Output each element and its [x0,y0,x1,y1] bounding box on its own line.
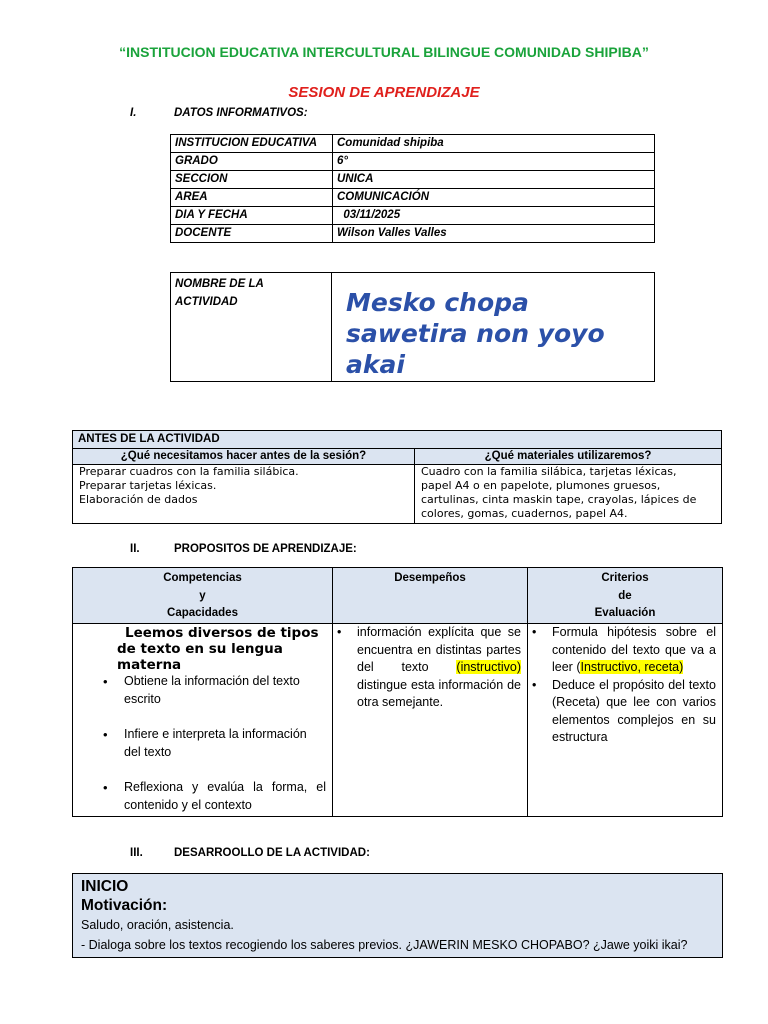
inicio-heading: INICIO [81,878,129,895]
competencies-header [73,568,333,624]
before-header: ANTES DE LA ACTIVIDAD [73,431,722,449]
info-row [171,189,655,207]
session-title: SESION DE APRENDIZAJE [288,84,480,101]
activity-name-line: akai [346,350,405,379]
info-row [171,171,655,189]
info-value: COMUNICACIÓN [333,189,655,207]
development-line: - Dialoga sobre los textos recogiendo los saberes previos. ¿JAWERIN MESKO CHOPABO? ¿Jawe yoiki ikai? [81,938,688,952]
capacity-item: • Infiere e interpreta la información del texto [73,726,326,761]
info-row [171,225,655,243]
before-activity-table [72,430,722,524]
motivation-heading: Motivación: [81,897,168,914]
criteria-list [528,624,722,747]
info-value: 6° [333,153,655,171]
competence-line: materna [117,657,182,673]
section-1-number: I. [130,107,137,119]
criteria-cell [528,624,723,817]
competence-title [73,624,332,673]
performances-header: Desempeños [333,568,528,624]
section-3-title: DESARROOLLO DE LA ACTIVIDAD: [174,847,370,859]
performances-list [333,624,527,712]
list-item: Preparar tarjetas léxicas. [79,479,217,492]
info-label: AREA [171,189,333,207]
section-2-number: II. [130,543,140,555]
materials-header: ¿Qué materiales utilizaremos? [415,449,722,465]
header-line: y [199,589,206,602]
info-value: Comunidad shipiba [333,135,655,153]
materials-list [415,465,722,524]
activity-name-line: Mesko chopa [346,288,529,317]
capacities-list [73,673,332,814]
section-2-title: PROPOSITOS DE APRENDIZAJE: [174,543,357,555]
header-line: Criterios [601,572,649,584]
activity-label [171,273,332,381]
info-label: GRADO [171,153,333,171]
highlight: Instructivo, receta) [580,660,684,674]
performances-cell [333,624,528,817]
header-line: de [618,589,632,602]
performance-text: distingue esta información de otra semejante. [357,677,521,709]
list-item: Preparar cuadros con la familia silábica. [79,465,299,478]
list-item: cartulinas, cinta maskin tape, crayolas, lápices de [421,493,697,506]
competence-line: Leemos diversos de tipos [125,625,319,641]
criteria-item: • Deduce el propósito del texto (Receta) que lee con varios elementos complejos en su estructura [528,677,722,747]
info-value: Wilson Valles Valles [333,225,655,243]
highlight: (instructivo) [456,660,521,674]
header-line: Competencias [163,572,242,584]
needs-header: ¿Qué necesitamos hacer antes de la sesión? [73,449,415,465]
school-title: “INSTITUCION EDUCATIVA INTERCULTURAL BILINGUE COMUNIDAD SHIPIBA” [119,44,649,60]
performance-text: información explícita que se encuentra en distintas partes del texto [357,625,521,674]
criteria-item [528,624,722,677]
criteria-text: Formula hipótesis sobre el contenido del texto que va a leer ( [552,625,716,674]
development-line: Saludo, oración, asistencia. [81,918,234,932]
criteria-header [528,568,723,624]
info-table [170,134,655,243]
development-box [72,873,723,958]
activity-name-line: sawetira non yoyo [346,319,605,348]
header-line: Capacidades [167,607,238,619]
activity-box [170,272,655,382]
info-row [171,135,655,153]
list-item: Elaboración de dados [79,493,198,506]
capacity-item: • Obtiene la información del texto escrito [73,673,326,708]
info-label: INSTITUCION EDUCATIVA [171,135,333,153]
section-1-title: DATOS INFORMATIVOS: [174,107,308,119]
activity-label-line: NOMBRE DE LA [175,278,264,290]
purposes-table [72,567,723,817]
performance-item [333,624,527,712]
activity-label-line: ACTIVIDAD [175,296,238,308]
competence-line: de texto en su lengua [117,641,283,657]
list-item: papel A4 o en papelote, plumones gruesos, [421,479,661,492]
needs-list [73,465,415,524]
header-line: Evaluación [594,607,656,619]
info-label: DIA Y FECHA [171,207,333,225]
info-label: SECCION [171,171,333,189]
capacity-item: • Reflexiona y evalúa la forma, el contenido y el contexto [73,779,326,814]
info-value: 03/11/2025 [333,207,655,225]
list-item: Cuadro con la familia silábica, tarjetas léxicas, [421,465,677,478]
info-row [171,153,655,171]
info-value: UNICA [333,171,655,189]
activity-name [332,273,654,381]
competencies-cell [73,624,333,817]
info-row [171,207,655,225]
info-label: DOCENTE [171,225,333,243]
list-item: colores, gomas, cuadernos, papel A4. [421,507,628,520]
section-3-number: III. [130,847,143,859]
